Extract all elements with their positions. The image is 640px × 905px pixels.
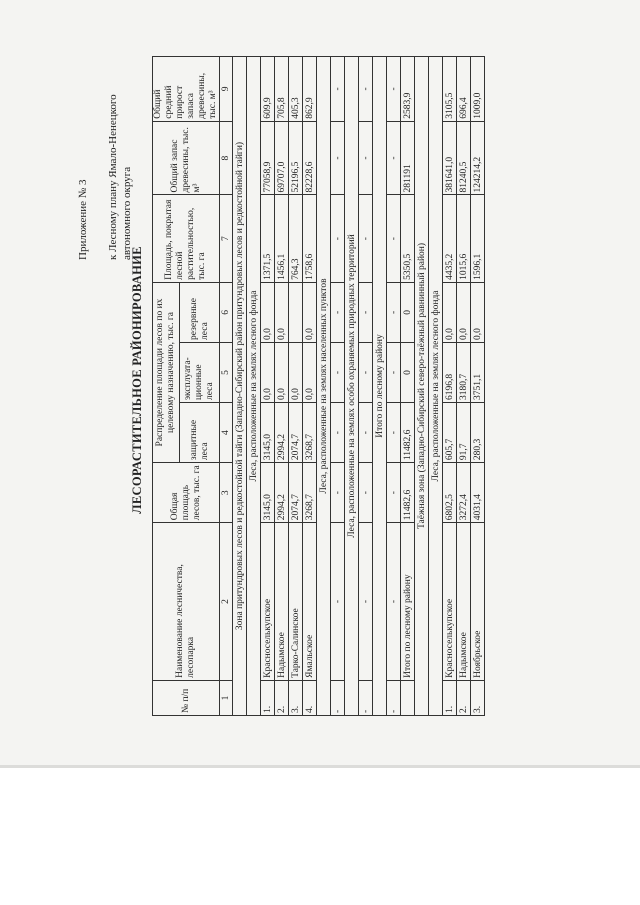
cell-name: Красноселькупское <box>443 523 457 681</box>
header-row <box>153 57 180 716</box>
zone-1-heading: Зона притундровых лесов и редкостойной тайги (Западно-Сибирский район притундровых лесов и редкостойной тайги) <box>233 57 247 716</box>
protected-areas-heading: Леса, расположенные на землях особо охраняемых природных территорий <box>345 57 359 716</box>
cell-protective: 2994,2 <box>275 403 289 463</box>
zone-2-heading: Таёжная зона (Западно-Сибирский северо-таёжный равнинный район) <box>415 57 429 716</box>
cell-total: 3268,7 <box>303 463 317 523</box>
cell-protective: 91,7 <box>457 403 471 463</box>
cell-stock: 381641,0 <box>443 121 457 195</box>
cell-covered: 764,3 <box>289 195 303 282</box>
cell-total-label: Итого по лесному району <box>401 523 415 681</box>
district-total-heading: Итого по лесному району <box>373 57 387 716</box>
section-heading-row <box>345 57 359 716</box>
section-heading-row <box>247 57 261 716</box>
cell-covered: 1015,6 <box>457 195 471 282</box>
cell-dash: - <box>331 463 345 523</box>
cell-dash: - <box>359 195 373 282</box>
cell-dash: - <box>387 403 401 463</box>
cell-dash: - <box>359 403 373 463</box>
cell-dash: - <box>359 680 373 715</box>
col-number: 1 <box>220 680 233 715</box>
cell-growth: 405,3 <box>289 57 303 122</box>
cell-growth: 705,8 <box>275 57 289 122</box>
cell-dash: - <box>331 403 345 463</box>
table-row <box>275 57 289 716</box>
cell-covered: 4435,2 <box>443 195 457 282</box>
cell-protective: 2074,7 <box>289 403 303 463</box>
table-row <box>289 57 303 716</box>
appendix-line-1: Приложение № 3 <box>77 179 89 260</box>
cell-total: 3272,4 <box>457 463 471 523</box>
cell-stock: 52196,5 <box>289 121 303 195</box>
cell-operational: 0 <box>401 342 415 402</box>
cell-reserve <box>289 282 303 342</box>
cell-dash: - <box>387 282 401 342</box>
cell-num: 3. <box>471 680 485 715</box>
cell-covered: 1371,5 <box>261 195 275 282</box>
cell-num: 3. <box>289 680 303 715</box>
cell-stock: 77058,9 <box>261 121 275 195</box>
section-heading-row <box>429 57 443 716</box>
cell-total: 11482,6 <box>401 463 415 523</box>
zone-heading-row <box>233 57 247 716</box>
cell-growth: 3105,5 <box>443 57 457 122</box>
table-row <box>303 57 317 716</box>
zoning-table <box>152 56 485 716</box>
cell-dash: - <box>387 523 401 681</box>
col-number: 6 <box>220 282 233 342</box>
header-operational: эксплуата-ционные леса <box>180 342 220 402</box>
cell-stock: 124214,2 <box>471 121 485 195</box>
cell-reserve: 0 <box>401 282 415 342</box>
cell-total: 2994,2 <box>275 463 289 523</box>
cell-protective: 605,7 <box>443 403 457 463</box>
cell-growth: 609,9 <box>261 57 275 122</box>
header-total-area: Общая площадь лесов, тыс. га <box>153 463 220 523</box>
cell-covered: 1758,6 <box>303 195 317 282</box>
cell-total: 4031,4 <box>471 463 485 523</box>
cell-name: Надымское <box>275 523 289 681</box>
table-row <box>457 57 471 716</box>
col-number: 7 <box>220 195 233 282</box>
document-title: ЛЕСОРАСТИТЕЛЬНОЕ РАЙОНИРОВАНИЕ <box>130 246 144 514</box>
appendix-line-3: автономного округа <box>121 166 133 260</box>
cell-reserve: 0,0 <box>275 282 289 342</box>
header-distribution: Распределение площади лесов по их целевому назначению, тыс. га <box>153 282 180 462</box>
cell-dash: - <box>387 121 401 195</box>
header-name: Наименование лесничества, лесопарка <box>153 523 220 681</box>
cell-covered: 5350,5 <box>401 195 415 282</box>
cell-name: Красноселькупское <box>261 523 275 681</box>
cell-protective: 280,3 <box>471 403 485 463</box>
cell-name: Тарко-Салинское <box>289 523 303 681</box>
cell-reserve: 0,0 <box>457 282 471 342</box>
cell-dash: - <box>387 463 401 523</box>
cell-protective: 3145,0 <box>261 403 275 463</box>
section-heading-row <box>317 57 331 716</box>
table-row <box>387 57 401 716</box>
cell-total: 3145,0 <box>261 463 275 523</box>
table-row <box>331 57 345 716</box>
zone-heading-row <box>415 57 429 716</box>
appendix-line-2: к Лесному плану Ямало-Ненецкого <box>107 94 119 260</box>
header-num: № п/п <box>153 680 220 715</box>
forest-fund-heading: Леса, расположенные на землях лесного фонда <box>429 57 443 716</box>
cell-dash: - <box>359 463 373 523</box>
cell-num: 1. <box>261 680 275 715</box>
cell-name: Ноябрьское <box>471 523 485 681</box>
cell-operational: 0,0 <box>261 342 275 402</box>
cell-protective: 11482,6 <box>401 403 415 463</box>
cell-dash: - <box>331 195 345 282</box>
page-edge <box>0 765 640 768</box>
cell-covered: 1596,1 <box>471 195 485 282</box>
total-row <box>401 57 415 716</box>
cell-name: Надымское <box>457 523 471 681</box>
header-growth: Общий средний прирост запаса древесины, тыс. м³ <box>153 57 220 122</box>
cell-growth: 696,4 <box>457 57 471 122</box>
cell-total: 6802,5 <box>443 463 457 523</box>
cell-dash: - <box>387 342 401 402</box>
header-covered-area: Площадь, покрытая лесной растительностью, тыс. га <box>153 195 220 282</box>
cell-dash: - <box>331 282 345 342</box>
cell-dash: - <box>387 195 401 282</box>
cell-dash: - <box>359 342 373 402</box>
cell-reserve: 0,0 <box>303 282 317 342</box>
header-protective: защитные леса <box>180 403 220 463</box>
col-number: 2 <box>220 523 233 681</box>
cell-stock: 281191 <box>401 121 415 195</box>
cell-reserve: 0,0 <box>471 282 485 342</box>
rotated-document <box>40 20 600 740</box>
cell-dash: - <box>331 523 345 681</box>
cell-stock: 82228,6 <box>303 121 317 195</box>
cell-growth: 862,9 <box>303 57 317 122</box>
cell-operational: 0,0 <box>275 342 289 402</box>
cell-operational: 6196,8 <box>443 342 457 402</box>
cell-covered: 1456,1 <box>275 195 289 282</box>
cell-operational: 0,0 <box>289 342 303 402</box>
cell-dash: - <box>359 57 373 122</box>
cell-growth: 1009,0 <box>471 57 485 122</box>
header-reserve: резервные леса <box>180 282 220 342</box>
cell-total: 2074,7 <box>289 463 303 523</box>
cell-operational: 3180,7 <box>457 342 471 402</box>
cell-reserve: 0,0 <box>261 282 275 342</box>
cell-dash: - <box>359 282 373 342</box>
settlements-heading: Леса, расположенные на землях населенных пунктов <box>317 57 331 716</box>
cell-operational: 3751,1 <box>471 342 485 402</box>
col-number: 9 <box>220 57 233 122</box>
cell-protective: 3268,7 <box>303 403 317 463</box>
cell-dash: - <box>359 121 373 195</box>
col-number: 3 <box>220 463 233 523</box>
cell-dash: - <box>359 523 373 681</box>
cell-dash: - <box>331 680 345 715</box>
cell-num: 2. <box>457 680 471 715</box>
cell-num: 4. <box>303 680 317 715</box>
appendix-note <box>76 60 134 260</box>
cell-growth: 2583,9 <box>401 57 415 122</box>
cell-num: 2. <box>275 680 289 715</box>
col-number: 8 <box>220 121 233 195</box>
cell-reserve: 0,0 <box>443 282 457 342</box>
cell-num <box>401 680 415 715</box>
cell-name: Ямальское <box>303 523 317 681</box>
table-row <box>261 57 275 716</box>
cell-dash: - <box>331 57 345 122</box>
col-number: 5 <box>220 342 233 402</box>
table-row <box>471 57 485 716</box>
cell-operational: 0,0 <box>303 342 317 402</box>
column-numbers-row <box>220 57 233 716</box>
cell-dash: - <box>331 121 345 195</box>
cell-dash: - <box>387 57 401 122</box>
forest-fund-heading: Леса, расположенные на землях лесного фонда <box>247 57 261 716</box>
table-row <box>359 57 373 716</box>
header-wood-stock: Общий запас древесины, тыс. м³ <box>153 121 220 195</box>
table-row <box>443 57 457 716</box>
cell-stock: 81240,5 <box>457 121 471 195</box>
section-heading-row <box>373 57 387 716</box>
cell-dash: - <box>331 342 345 402</box>
cell-num: 1. <box>443 680 457 715</box>
cell-stock: 69707,0 <box>275 121 289 195</box>
col-number: 4 <box>220 403 233 463</box>
cell-dash: - <box>387 680 401 715</box>
